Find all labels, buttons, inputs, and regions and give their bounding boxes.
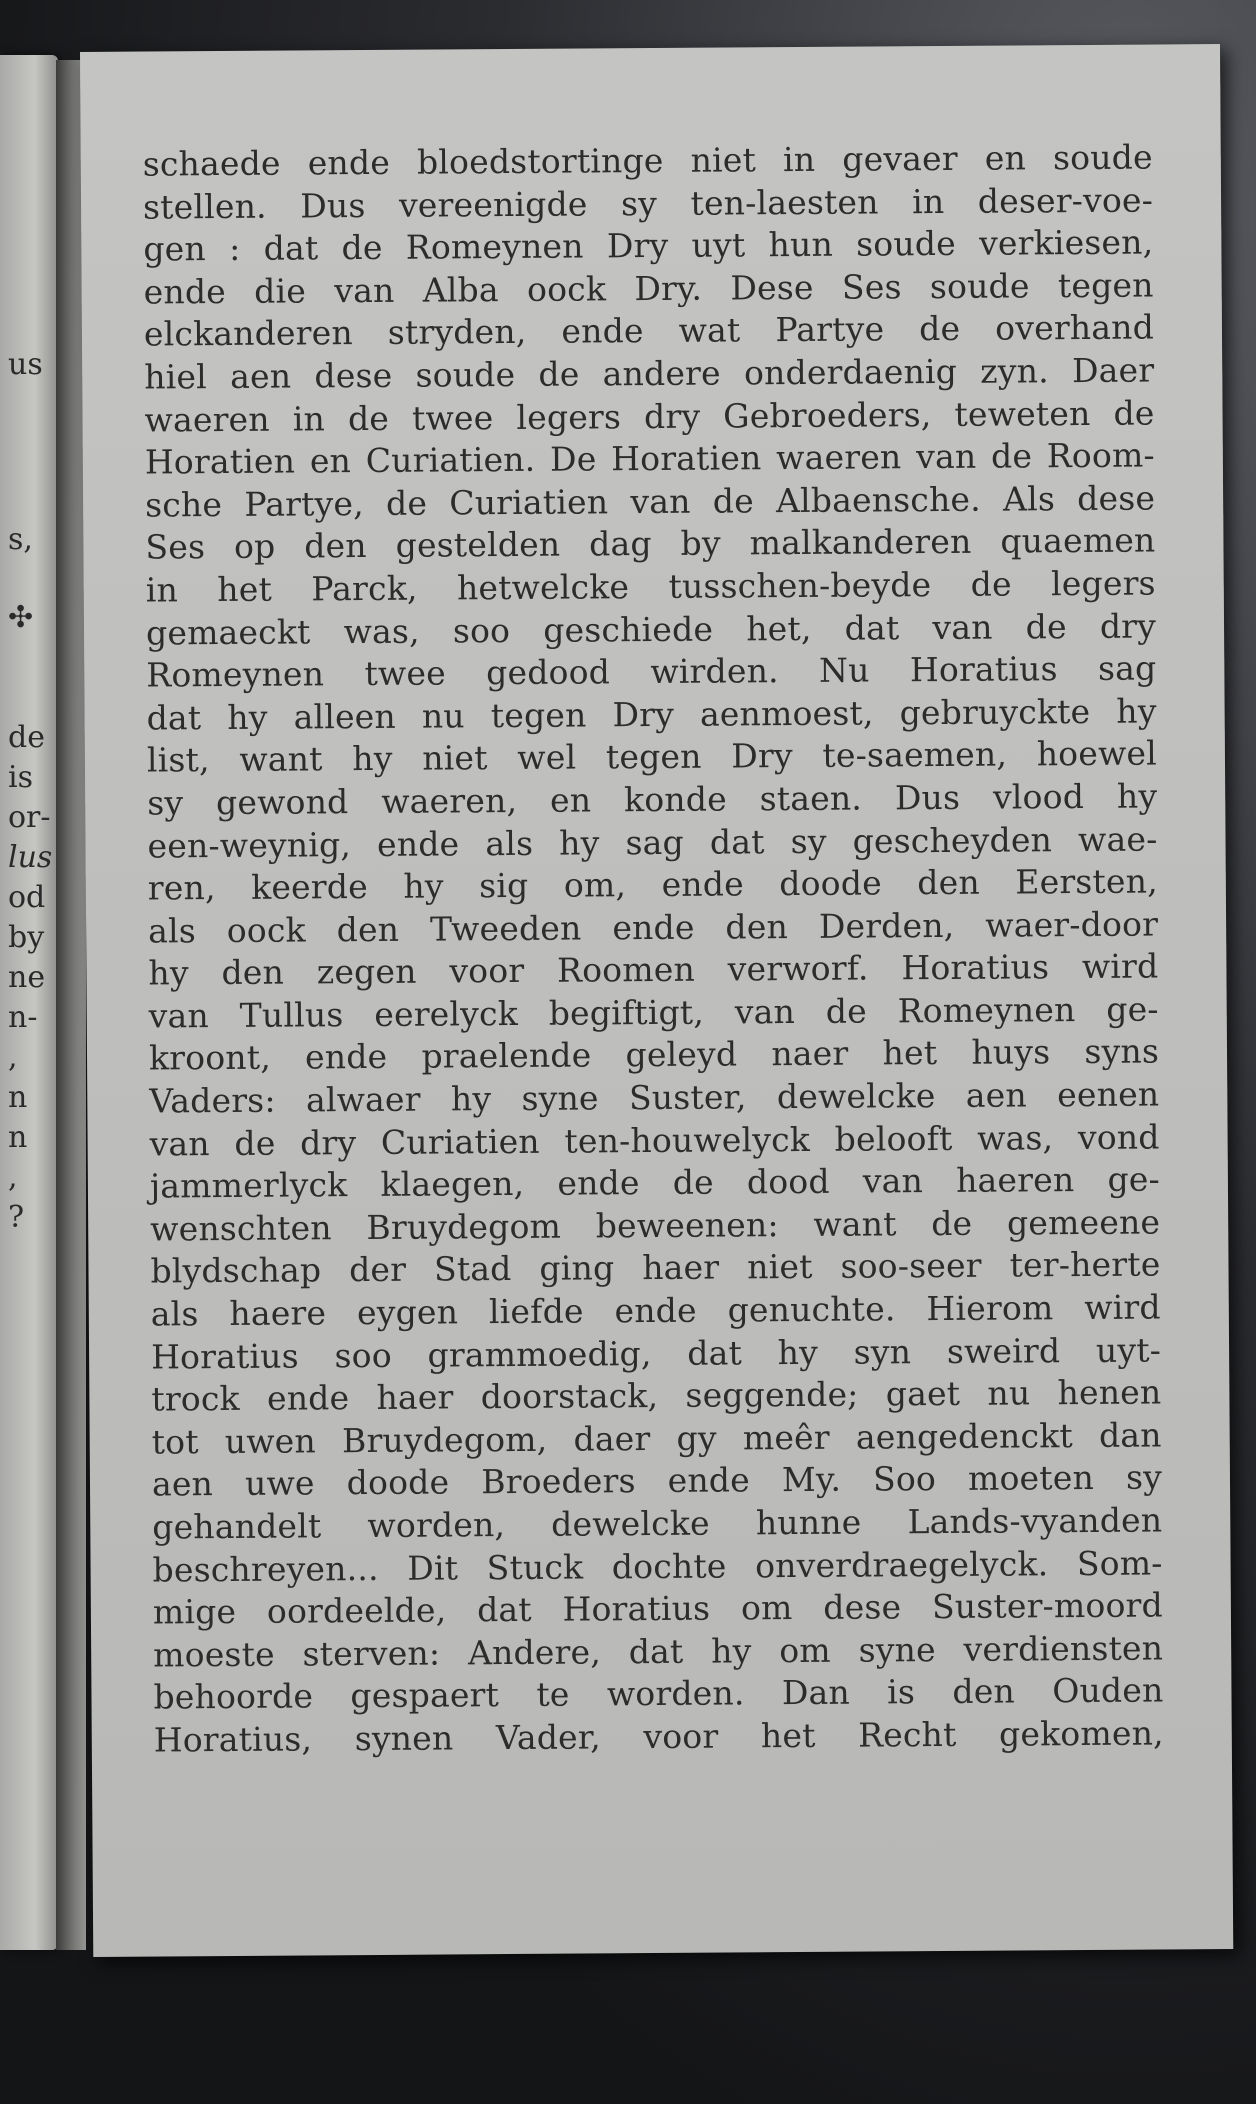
left-page-fragment: ne <box>8 960 46 995</box>
text-line: wenschten Bruydegom beweenen: want de gemeene <box>150 1202 1161 1249</box>
text-line: ren, keerde hy sig om, ende doode den Eersten, <box>147 861 1158 908</box>
text-line: een-weynig, ende als hy sag dat sy gescheyden wae- <box>147 818 1158 866</box>
left-page-fragment: lus <box>8 840 53 875</box>
text-line: van de dry Curiatien ten-houwelyck belooft was, vond <box>149 1117 1160 1164</box>
text-line: list, want hy niet wel tegen Dry te-saemen, hoewel <box>146 733 1158 780</box>
text-line: Horatius, synen Vader, voor het Recht gekomen, <box>153 1713 1164 1760</box>
text-line: Vaders: alwaer hy syne Suster, dewelcke aen eenen <box>149 1074 1160 1121</box>
left-page-fragment: or- <box>8 800 51 835</box>
left-page-fragment: n <box>8 1080 28 1115</box>
text-line: sche Partye, de Curiatien van de Albaensche. Als dese <box>145 478 1156 525</box>
text-line: dat hy alleen nu tegen Dry aenmoest, gebruyckte hy <box>146 691 1157 738</box>
left-page-fragment: ✣ <box>8 600 34 635</box>
page-body-text <box>143 137 1164 1763</box>
text-line: aen uwe doode Broeders ende My. Soo moeten sy <box>151 1457 1163 1504</box>
text-line: van Tullus eerelyck begiftigt, van de Romeynen ge- <box>148 989 1159 1036</box>
text-line: sy gewond waeren, en konde staen. Dus vlood hy <box>147 776 1158 823</box>
text-line: als haere eygen liefde ende genuchte. Hierom wird <box>150 1287 1161 1334</box>
text-line: gen : dat de Romeynen Dry uyt hun soude verkiesen, <box>143 222 1154 269</box>
text-line: kroont, ende praelende geleyd naer het huys syns <box>148 1031 1160 1079</box>
left-page-fragment: n- <box>8 1000 38 1035</box>
text-line: schaede ende bloedstortinge niet in gevaer en soude <box>142 137 1153 184</box>
text-line: gemaeckt was, soo geschiede het, dat van de dry <box>145 606 1157 653</box>
text-line: behoorde gespaert te worden. Dan is den Ouden <box>153 1670 1164 1717</box>
right-page <box>80 44 1233 1957</box>
left-page-fragment: , <box>8 1040 18 1075</box>
text-line: tot uwen Bruydegom, daer gy meêr aengedenckt dan <box>151 1415 1162 1462</box>
text-line: als oock den Tweeden ende den Derden, waer-door <box>148 904 1159 951</box>
text-line: moeste sterven: Andere, dat hy om syne verdiensten <box>153 1628 1164 1675</box>
text-line: stellen. Dus vereenigde sy ten-laesten in deser-voe- <box>142 180 1154 227</box>
text-line: in het Parck, hetwelcke tusschen-beyde de legers <box>145 563 1156 610</box>
text-line: hiel aen dese soude de andere onderdaenig zyn. Daer <box>144 350 1155 397</box>
text-line: ende die van Alba oock Dry. Dese Ses soude tegen <box>143 265 1154 312</box>
text-line: Horatius soo grammoedig, dat hy syn sweird uyt- <box>150 1330 1162 1377</box>
left-page-fragment: ? <box>8 1200 25 1235</box>
left-page-fragment: , <box>8 1160 18 1195</box>
text-line: Horatien en Curiatien. De Horatien waeren van de Room- <box>144 435 1155 482</box>
text-line: Romeynen twee gedood wirden. Nu Horatius sag <box>146 648 1157 695</box>
left-page-fragment: de <box>8 720 45 755</box>
left-page-fragment: is <box>8 760 33 795</box>
text-line: blydschap der Stad ging haer niet soo-seer ter-herte <box>150 1244 1161 1291</box>
left-page-fragment: us <box>8 347 43 382</box>
left-page-fragment: od <box>8 880 46 915</box>
text-line: Ses op den gestelden dag by malkanderen quaemen <box>145 520 1156 567</box>
left-page-fragment: s, <box>8 522 33 557</box>
text-line: elckanderen stryden, ende wat Partye de overhand <box>143 307 1155 354</box>
text-line: jammerlyck klaegen, ende de dood van haeren ge- <box>149 1159 1161 1206</box>
text-line: hy den zegen voor Roomen verworf. Horatius wird <box>148 946 1159 993</box>
text-line: trock ende haer doorstack, seggende; gaet nu henen <box>151 1372 1162 1419</box>
text-line: beschreyen... Dit Stuck dochte onverdraegelyck. Som- <box>152 1543 1163 1590</box>
text-line: gehandelt worden, dewelcke hunne Lands-vyanden <box>152 1500 1163 1547</box>
left-page-fragment: n <box>8 1120 28 1155</box>
text-line: waeren in de twee legers dry Gebroeders, teweten de <box>144 393 1155 440</box>
text-line: mige oordeelde, dat Horatius om dese Suster-moord <box>152 1585 1164 1632</box>
left-page-edge <box>0 55 58 1950</box>
left-page-fragment: by <box>8 920 45 955</box>
